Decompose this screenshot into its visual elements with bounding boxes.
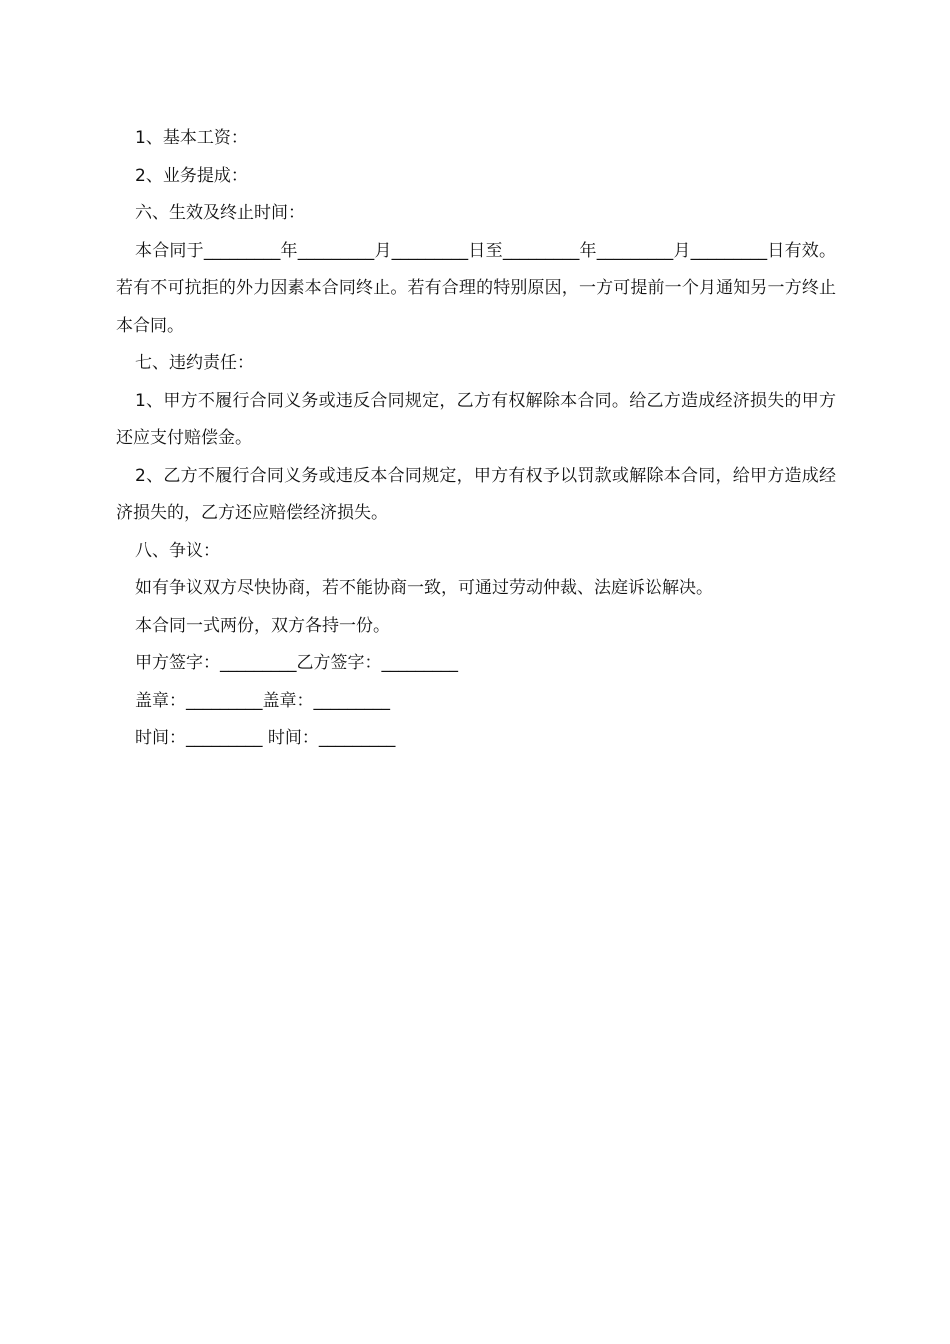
date-line: 时间：_________ 时间：_________ [135,728,396,748]
contract-body [116,120,836,758]
section-eight-heading: 八、争议： [135,540,220,561]
breach-party-b-clause: 2、乙方不履行合同义务或违反本合同规定，甲方有权予以罚款或解除本合同，给甲方造成经济损失的，乙方还应赔偿经济损失。 [116,465,836,523]
signature-line: 甲方签字：_________乙方签字：_________ [135,653,458,673]
term-clause: 本合同于_________年_________月_________日至_________年_________月_________日有效。若有不可抗拒的外力因素本合同终止。若有合理的特别原因，一方可提前一个月通知另一方终止本合同。 [116,240,836,336]
section-six-heading: 六、生效及终止时间： [135,203,305,223]
basic-salary-item: 1、基本工资： [135,128,248,148]
section-seven-heading: 七、违约责任： [135,353,254,373]
seal-line: 盖章：_________盖章：_________ [135,690,390,711]
breach-party-a-clause: 1、甲方不履行合同义务或违反合同规定，乙方有权解除本合同。给乙方造成经济损失的甲方还应支付赔偿金。 [116,390,836,448]
dispute-clause: 如有争议双方尽快协商，若不能协商一致，可通过劳动仲裁、法庭诉讼解决。 [135,578,713,598]
commission-item: 2、业务提成： [135,165,248,186]
copies-clause: 本合同一式两份，双方各持一份。 [135,615,390,636]
